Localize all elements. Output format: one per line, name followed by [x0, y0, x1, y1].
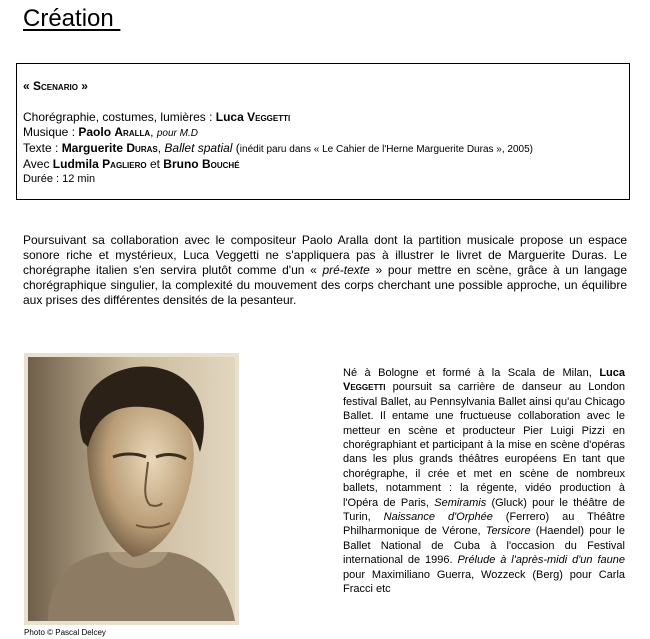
scenario-box	[16, 63, 630, 200]
biography-paragraph: Né à Bologne et formé à la Scala de Milan, Luca Veggetti poursuit sa carrière de danseur au London festival Ballet, au Pennsylvania Ballet ainsi qu'au Chicago Ballet. Il entame une fructueuse collaboration avec le metteur en scène et producteur Pier Luigi Pizzi en chorégraphiant et participant à la mise en scène d'opéras dans les plus grands théâtres européens En tant que chorégraphe, il crée et met en scène de nombreux ballets, notamment : la régente, vidéo production à l'Opéra de Paris, Semiramis (Gluck) pour le théâtre de Turin, Naissance d'Orphée (Ferrero) au Théâtre Philharmonique de Vérone, Tersicore (Haendel) pour le Ballet National de Cuba à l'occasion du Festival international de 1996. Prélude à l'après-midi d'un faune pour Maximiliano Guerra, Wozzeck (Berg) pour Carla Fracci etc	[343, 367, 625, 596]
credit-duration: Durée : 12 min	[23, 173, 96, 185]
credit-cast: Avec Ludmila Pagliero et Bruno Bouché	[23, 157, 240, 171]
credits	[23, 110, 533, 187]
scenario-heading: « Scenario »	[23, 79, 88, 93]
intro-paragraph: Poursuivant sa collaboration avec le compositeur Paolo Aralla dont la partition musicale propose un espace sonore riche et mystérieux, Luca Veggetti ne s'appliquera pas à illustrer le livret de Marguerite Duras. Le chorégraphe italien s'en servira plutôt comme d'un « pré-texte » pour mettre en scène, grâce à un langage chorégraphique singulier, la complexité du mouvement des corps cherchant une possible approche, un équilibre aux prises des différentes densités de la pesanteur.	[23, 233, 628, 307]
credit-text: Texte : Marguerite Duras, Ballet spatial (inédit paru dans « Le Cahier de l'Herne Marguerite Duras », 2005)	[23, 141, 533, 155]
photo-credit: Photo © Pascal Delcey	[24, 628, 106, 637]
portrait-image	[28, 357, 235, 621]
credit-choreography: Chorégraphie, costumes, lumières : Luca Veggetti	[23, 110, 291, 124]
page-title: Création	[23, 5, 121, 32]
credit-music: Musique : Paolo Aralla, pour M.D	[23, 125, 198, 139]
portrait-photo	[24, 353, 239, 625]
